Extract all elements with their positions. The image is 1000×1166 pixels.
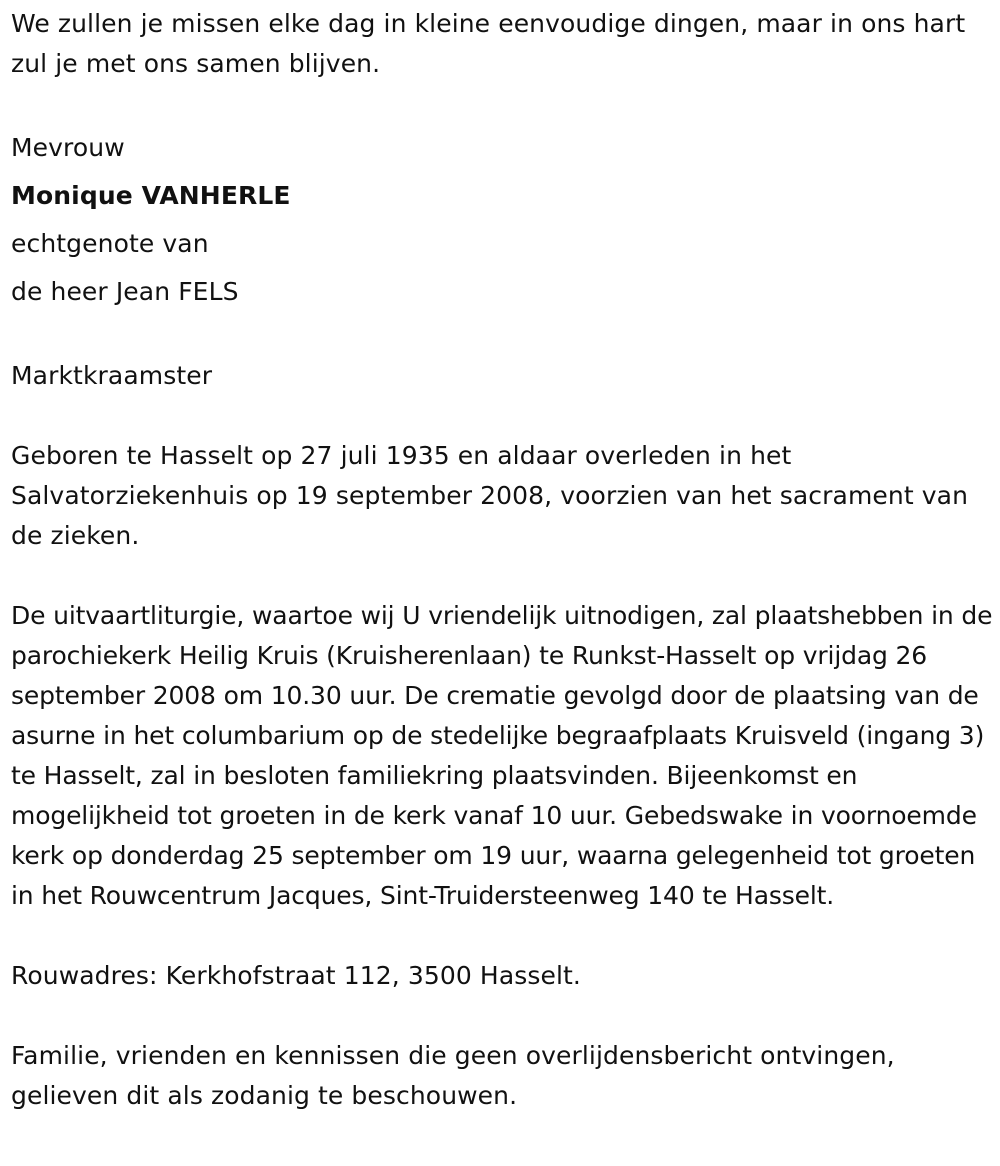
occupation: Marktkraamster xyxy=(11,361,213,390)
death-notice xyxy=(11,4,996,1116)
spacer xyxy=(11,996,996,1036)
spouse-name: de heer Jean FELS xyxy=(11,277,239,306)
intro-text: We zullen je missen elke dag in kleine eenvoudige dingen, maar in ons hart zul je met ons samen blijven. xyxy=(11,9,966,78)
spacer xyxy=(11,84,996,124)
mourning-address: Rouwadres: Kerkhofstraat 112, 3500 Hasselt. xyxy=(11,961,581,990)
deceased-name: Monique VANHERLE xyxy=(11,181,291,210)
closing-text: Familie, vrienden en kennissen die geen overlijdensbericht ontvingen, gelieven dit als zodanig te beschouwen. xyxy=(11,1041,895,1110)
salutation: Mevrouw xyxy=(11,133,125,162)
spacer xyxy=(11,916,996,956)
funeral-details: De uitvaartliturgie, waartoe wij U vriendelijk uitnodigen, zal plaatshebben in de parochiekerk Heilig Kruis (Kruisherenlaan) te Runkst-Hasselt op vrijdag 26 september 2008 om 10.30 uur. De crematie gevolgd door de plaatsing van de asurne in het columbarium op de stedelijke begraafplaats Kruisveld (ingang 3) te Hasselt, zal in besloten familiekring plaatsvinden. Bijeenkomst en mogelijkheid tot groeten in de kerk vanaf 10 uur. Gebedswake in voornoemde kerk op donderdag 25 september om 19 uur, waarna gelegenheid tot groeten in het Rouwcentrum Jacques, Sint-Truidersteenweg 140 te Hasselt. xyxy=(11,601,993,910)
spacer xyxy=(11,316,996,356)
relation-text: echtgenote van xyxy=(11,229,209,258)
spacer xyxy=(11,396,996,436)
birth-death-text: Geboren te Hasselt op 27 juli 1935 en aldaar overleden in het Salvatorziekenhuis op 19 september 2008, voorzien van het sacrament van de zieken. xyxy=(11,441,969,550)
spacer xyxy=(11,556,996,596)
